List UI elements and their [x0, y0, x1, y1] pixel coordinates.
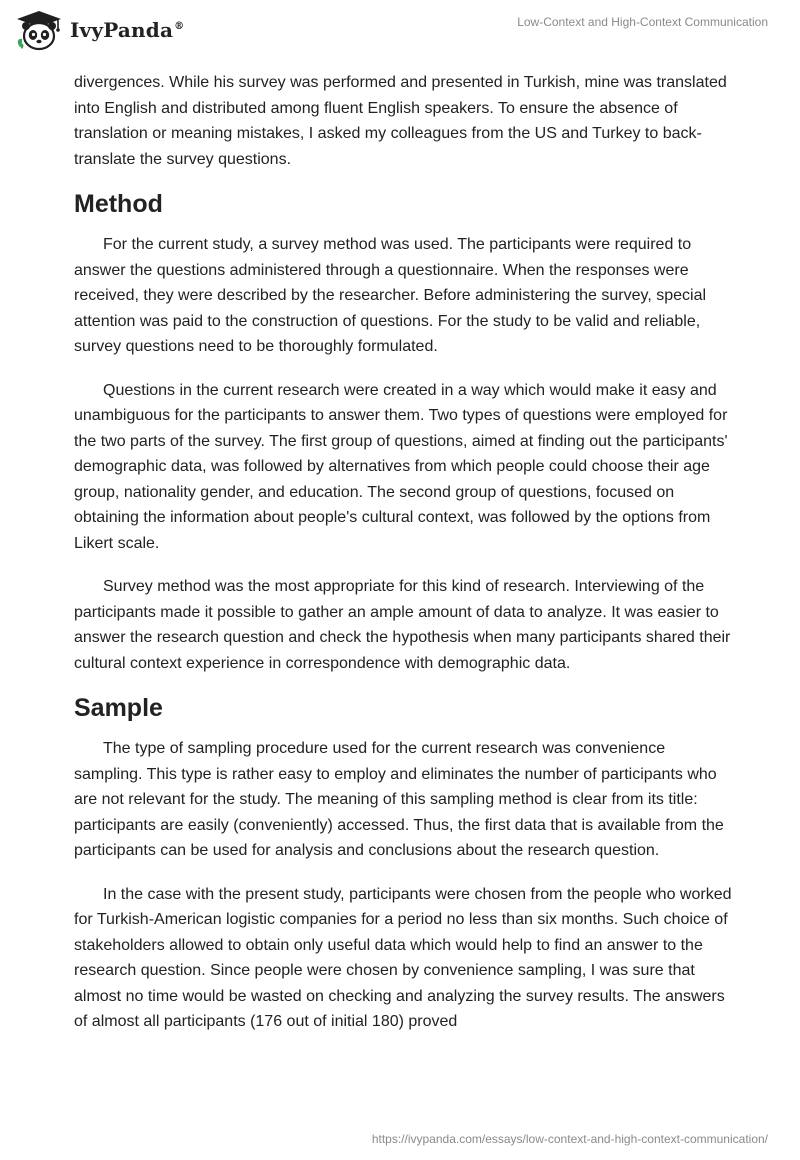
- section-heading-method: Method: [74, 190, 163, 218]
- method-paragraph: Questions in the current research were created in a way which would make it easy and unambiguous for the participants to answer them. Two types of questions were employed for the two parts of the survey. The first group of questions, aimed at finding out the participants' demographic data, was followed by alternatives from which people could choose their age group, nationality gender, and education. The second group of questions, focused on obtaining the information about people's cultural context, was followed by the options from Likert scale.: [74, 381, 728, 552]
- method-paragraph: For the current study, a survey method was used. The participants were required to answer the questions administered through a questionnaire. When the responses were received, they were described by the researcher. Before administering the survey, special attention was paid to the construction of questions. For the study to be valid and reliable, survey questions need to be thoroughly formulated.: [74, 236, 707, 355]
- brand-name: IvyPanda®: [70, 18, 185, 42]
- page-header: [0, 0, 800, 70]
- running-title: Low-Context and High-Context Communication: [517, 15, 768, 29]
- section-heading-sample: Sample: [74, 694, 163, 722]
- panda-graduate-icon: [14, 9, 64, 51]
- sample-paragraph: The type of sampling procedure used for the current research was convenience sampling. This type is rather easy to employ and eliminates the number of participants who are not relevant for the study. The meaning of this sampling method is clear from its title: participants are easily (conveniently) accessed. Thus, the first data that is available from the participants can be used for analysis and conclusions about the research question.: [74, 740, 724, 859]
- ivypanda-logo[interactable]: [14, 9, 184, 51]
- sample-paragraph: In the case with the present study, participants were chosen from the people who worked for Turkish-American logistic companies for a period no less than six months. Such choice of stakeholders allowed to obtain only useful data which would help to find an answer to the research question. Since people were chosen by convenience sampling, I was sure that almost no time would be wasted on checking and analyzing the survey results. The answers of almost all participants (176 out of initial 180) proved: [74, 885, 732, 1030]
- method-paragraph: Survey method was the most appropriate for this kind of research. Interviewing of the participants made it possible to gather an ample amount of data to analyze. It was easier to answer the research question and check the hypothesis when many participants shared their cultural context experience in correspondence with demographic data.: [74, 578, 731, 672]
- footer-url[interactable]: https://ivypanda.com/essays/low-context-and-high-context-communication/: [371, 1132, 768, 1146]
- essay-content: [74, 70, 734, 1053]
- intro-paragraph: divergences. While his survey was performed and presented in Turkish, mine was translated into English and distributed among fluent English speakers. To ensure the absence of translation or meaning mistakes, I asked my colleagues from the US and Turkey to back-translate the survey questions.: [74, 74, 727, 168]
